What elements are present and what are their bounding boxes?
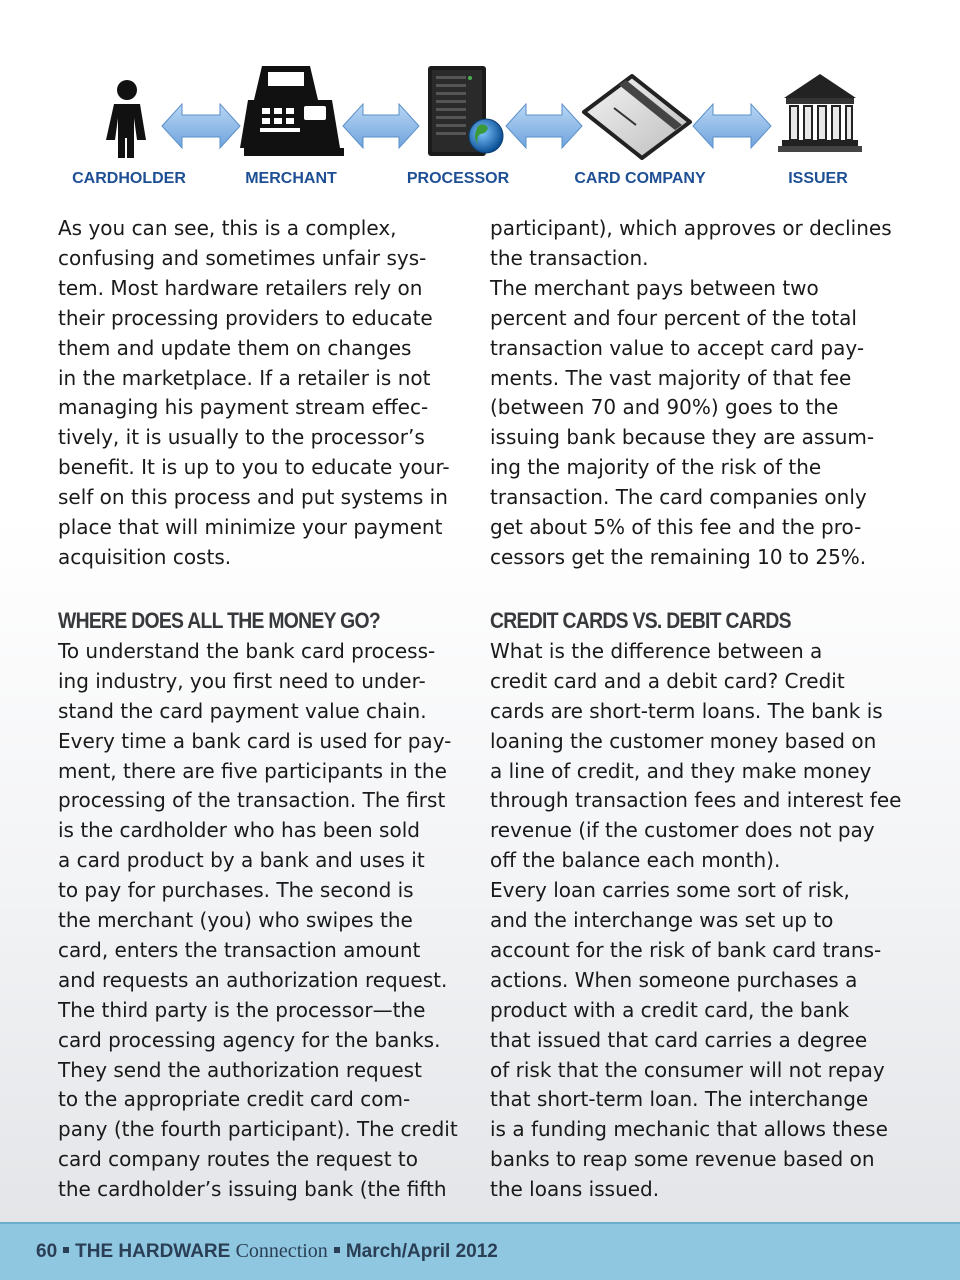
person-icon <box>106 80 146 158</box>
left-column <box>58 214 470 1205</box>
payment-chain-diagram <box>0 0 960 200</box>
intro-paragraph: As you can see, this is a complex, confusing and sometimes unfair sys- tem. Most hardware retailers rely on their processing providers to educate them and update them on changes in the marketplace. If a retailer is not managing his payment stream effec- tively, it is usually to the processor’s benefit. It is up to you to educate your- self on this process and put systems in place that will minimize your payment acquisition costs. <box>58 216 450 569</box>
credit-debit-section-body: What is the difference between a credit card and a debit card? Credit cards are short-term loans. The bank is loaning the customer money based on a line of credit, and they make money through transaction fees and interest fee revenue (if the customer does not pay off the balance each month). Every loan carries some sort of risk, and the interchange was set up to account for the risk of bank card trans- actions. When someone purchases a product with a credit card, the bank that issued that card carries a degree of risk that the consumer will not repay that short-term loan. The interchange is a funding mechanic that allows these banks to reap some revenue based on the loans issued. <box>490 638 902 1202</box>
label-cardholder: CARDHOLDER <box>72 170 186 187</box>
section-heading-credit-debit: CREDIT CARDS VS. DEBIT CARDS <box>490 607 791 633</box>
section-heading-money: WHERE DOES ALL THE MONEY GO? <box>58 607 380 633</box>
cash-register-icon <box>240 66 344 156</box>
server-globe-icon <box>428 66 503 156</box>
magazine-name: THE HARDWARE <box>75 1241 231 1262</box>
diagram-graphics <box>0 0 960 170</box>
separator-square-icon <box>63 1247 69 1253</box>
credit-card-icon <box>584 76 690 158</box>
double-arrow-icon <box>506 104 582 148</box>
right-column <box>490 214 902 1205</box>
page-footer <box>0 1222 960 1280</box>
money-section-body: To understand the bank card process- ing industry, you first need to under- stand the card payment value chain. Every time a bank card is used for pay- ment, there are five participants in the processing of the transaction. The first is the cardholder who has been sold a card product by a bank and uses it to pay for purchases. The second is the merchant (you) who swipes the card, enters the transaction amount and requests an authorization request. The third party is the processor—the card processing agency for the banks. They send the authorization request to the appropriate credit card com- pany (the fourth participant). The credit card company routes the request to the cardholder’s issuing bank (the fifth <box>58 638 458 1202</box>
magazine-name-suffix: Connection <box>235 1240 328 1262</box>
label-merchant: MERCHANT <box>245 170 337 187</box>
label-issuer: ISSUER <box>788 170 848 187</box>
issue-date: March/April 2012 <box>345 1241 498 1262</box>
double-arrow-icon <box>693 104 771 148</box>
separator-square-icon <box>334 1247 340 1253</box>
double-arrow-icon <box>162 104 240 148</box>
continued-paragraph: participant), which approves or declines the transaction. The merchant pays between two percent and four percent of the total transaction value to accept card pay- ments. The vast majority of that fee (between 70 and 90%) goes to the issuing bank because they are assum- ing the majority of the risk of the transaction. The card companies only get about 5% of this fee and the pro- cessors get the remaining 10 to 25%. <box>490 216 892 569</box>
double-arrow-icon <box>343 104 419 148</box>
label-processor: PROCESSOR <box>406 170 510 187</box>
bank-building-icon <box>778 74 862 152</box>
page-number: 60 <box>36 1241 58 1262</box>
footer-line <box>36 1240 498 1263</box>
label-card-company: CARD COMPANY <box>574 170 706 187</box>
